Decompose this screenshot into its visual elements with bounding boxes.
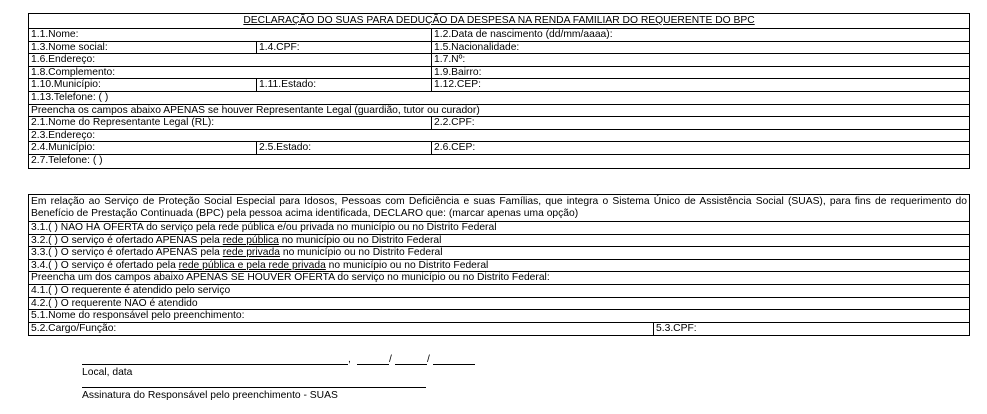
row-telefone [29, 92, 969, 105]
opt34-post: no município ou no Distrito Federal [325, 259, 489, 271]
responsavel-cpf-field[interactable]: 5.3.CPF: [653, 323, 969, 336]
option-3-4[interactable] [29, 260, 969, 272]
nome-field[interactable]: 1.1.Nome: [31, 29, 79, 40]
opt33-pre: 3.3.( ) O serviço é ofertado APENAS pela [31, 247, 223, 259]
option-4-1[interactable]: 4.1.( ) O requerente é atendido pelo serviço [31, 284, 231, 296]
row-opt33 [29, 247, 969, 260]
option-3-3[interactable] [29, 247, 969, 259]
option-3-1[interactable]: 3.1.( ) NÃO HÁ OFERTA do serviço pela rede pública e/ou privada no município ou no Distrito Federal [31, 222, 497, 233]
date-year-line[interactable] [433, 364, 475, 365]
row-rl-instructions [29, 105, 969, 118]
oferta-instructions: Preencha um dos campos abaixo APENAS SE HOUVER OFERTA do serviço no município ou no Distrito Federal: [31, 272, 550, 284]
telefone-field[interactable]: 1.13.Telefone: ( ) [31, 91, 109, 103]
responsavel-nome-field[interactable]: 5.1.Nome do responsável pelo preenchimento: [31, 310, 245, 322]
row-opt41 [29, 285, 969, 298]
row-resp-cargo [29, 323, 969, 336]
date-month-line[interactable] [395, 364, 427, 365]
opt32-pre: 3.2.( ) O serviço é ofertado APENAS pela [31, 234, 223, 246]
nome-social-field[interactable]: 1.3.Nome social: [31, 41, 108, 53]
nacionalidade-field[interactable]: 1.5.Nacionalidade: [431, 42, 969, 54]
option-3-2[interactable] [29, 235, 969, 247]
opt33-underlined: rede privada [222, 247, 280, 259]
signature-label: Assinatura do Responsável pelo preenchimento - SUAS [82, 390, 338, 401]
row-rl-nome [29, 117, 969, 130]
date-slash-2: / [427, 354, 430, 365]
row-oferta-instructions [29, 272, 969, 285]
rl-cep-field[interactable]: 2.6.CEP: [431, 142, 969, 154]
bairro-field[interactable]: 1.9.Bairro: [431, 67, 969, 79]
opt33-post: no município ou no Distrito Federal [279, 247, 443, 259]
row-endereco [29, 54, 969, 67]
opt34-underlined: rede pública e pela rede privada [178, 259, 326, 271]
estado-field[interactable]: 1.11.Estado: [256, 79, 431, 91]
form-title-row [29, 14, 969, 29]
form-title: DECLARAÇÃO DO SUAS PARA DEDUÇÃO DA DESPESA NA RENDA FAMILIAR DO REQUERENTE DO BPC [243, 15, 755, 26]
opt32-underlined: rede pública [222, 234, 279, 246]
row-opt31 [29, 222, 969, 235]
responsavel-cargo-field[interactable]: 5.2.Cargo/Função: [31, 322, 117, 334]
row-rl-endereco [29, 130, 969, 143]
local-line[interactable] [82, 364, 348, 365]
rl-municipio-field[interactable]: 2.4.Município: [31, 142, 96, 154]
complemento-field[interactable]: 1.8.Complemento: [31, 66, 116, 78]
signature-line[interactable] [82, 387, 426, 388]
row-opt42 [29, 298, 969, 311]
date-slash-1: / [389, 354, 392, 365]
rl-endereco-field[interactable]: 2.3.Endereço: [31, 129, 96, 141]
beneficiary-form [28, 13, 970, 169]
row-opt32 [29, 235, 969, 248]
service-declaration-form [28, 194, 970, 336]
row-opt34 [29, 260, 969, 273]
date-day-line[interactable] [357, 364, 389, 365]
rl-cpf-field[interactable]: 2.2.CPF: [431, 117, 969, 129]
row-rl-telefone [29, 155, 969, 168]
local-data-label: Local, data [82, 367, 133, 378]
endereco-field[interactable]: 1.6.Endereço: [31, 54, 96, 66]
rl-telefone-field[interactable]: 2.7.Telefone: ( ) [31, 154, 103, 166]
row-resp-nome [29, 310, 969, 323]
date-comma: , [348, 354, 351, 365]
row-nome-social [29, 42, 969, 55]
rl-estado-field[interactable]: 2.5.Estado: [256, 142, 431, 154]
row-intro [29, 195, 969, 222]
row-rl-municipio [29, 142, 969, 155]
numero-field[interactable]: 1.7.Nº: [431, 54, 969, 66]
rl-instructions: Preencha os campos abaixo APENAS se houver Representante Legal (guardião, tutor ou curador) [31, 104, 480, 116]
option-4-2[interactable]: 4.2.( ) O requerente NÃO é atendido [31, 297, 198, 309]
declaration-intro: Em relação ao Serviço de Proteção Social Especial para Idosos, Pessoas com Deficiência e suas Famílias, que integra o Sistema Único de Assistência Social (SUAS), para fins de requerimento do Benefício de Prestação Continuada (BPC) pela pessoa acima identificada, DECLARO que: (marcar apenas uma opção) [31, 196, 967, 219]
row-nome [29, 29, 969, 42]
municipio-field[interactable]: 1.10.Município: [31, 79, 101, 91]
cep-field[interactable]: 1.12.CEP: [431, 79, 969, 91]
row-municipio [29, 79, 969, 92]
opt32-post: no município ou no Distrito Federal [278, 234, 442, 246]
opt34-pre: 3.4.( ) O serviço é ofertado pela [31, 259, 179, 271]
cpf-field[interactable]: 1.4.CPF: [256, 42, 431, 54]
rl-nome-field[interactable]: 2.1.Nome do Representante Legal (RL): [31, 117, 215, 129]
row-complemento [29, 67, 969, 80]
data-nascimento-field[interactable]: 1.2.Data de nascimento (dd/mm/aaaa): [431, 29, 969, 41]
